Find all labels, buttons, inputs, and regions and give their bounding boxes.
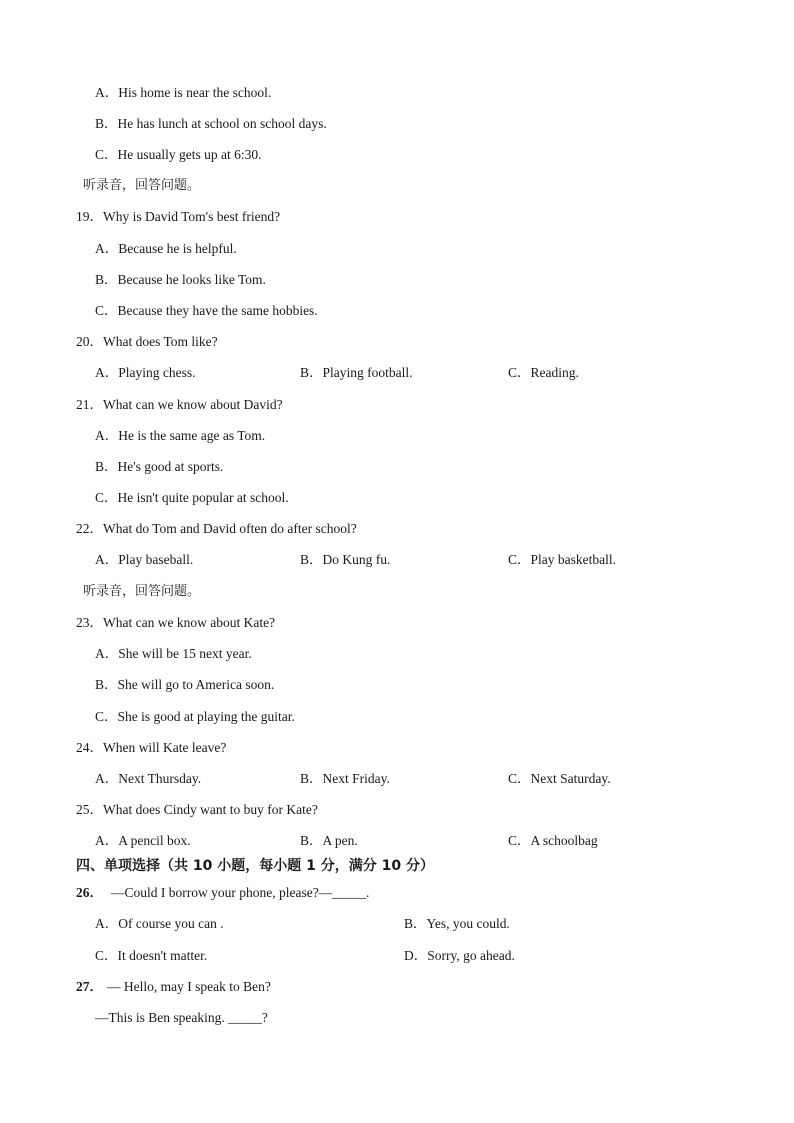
q21-option-b: B．He's good at sports. (95, 459, 224, 474)
q24-option-c: C．Next Saturday. (508, 771, 611, 786)
question-number: 27． (76, 979, 103, 994)
q20-option-b: B．Playing football. (300, 365, 413, 380)
q23-option-c: C．She is good at playing the guitar. (95, 709, 295, 724)
q26-option-c: C．It doesn't matter. (95, 948, 208, 963)
question-number: 26． (76, 885, 103, 900)
option-b: B．He has lunch at school on school days. (95, 116, 327, 131)
q24-option-b: B．Next Friday. (300, 771, 390, 786)
question-22: 22．What do Tom and David often do after school? (76, 521, 357, 536)
question-27-line2: —This is Ben speaking. _____? (95, 1010, 268, 1025)
q21-option-c: C．He isn't quite popular at school. (95, 490, 289, 505)
q19-option-c: C．Because they have the same hobbies. (95, 303, 318, 318)
q22-option-c: C．Play basketball. (508, 552, 616, 567)
question-20: 20．What does Tom like? (76, 334, 218, 349)
question-24: 24．When will Kate leave? (76, 740, 227, 755)
question-text: — Hello, may I speak to Ben? (107, 979, 271, 994)
q22-option-a: A．Play baseball. (95, 552, 194, 567)
q25-option-a: A．A pencil box. (95, 833, 191, 848)
q26-option-d: D．Sorry, go ahead. (404, 948, 515, 963)
q26-option-a: A．Of course you can . (95, 916, 224, 931)
section-heading: 四、单项选择（共 10 小题，每小题 1 分，满分 10 分） (76, 858, 434, 874)
listening-instruction: 听录音，回答问题。 (83, 178, 201, 193)
q19-option-b: B．Because he looks like Tom. (95, 272, 266, 287)
q19-option-a: A．Because he is helpful. (95, 241, 237, 256)
question-23: 23．What can we know about Kate? (76, 615, 276, 630)
q26-option-b: B．Yes, you could. (404, 916, 510, 931)
question-21: 21．What can we know about David? (76, 397, 283, 412)
q25-option-b: B．A pen. (300, 833, 358, 848)
q22-option-b: B．Do Kung fu. (300, 552, 391, 567)
q25-option-c: C．A schoolbag (508, 833, 598, 848)
question-26 (76, 884, 369, 902)
q23-option-b: B．She will go to America soon. (95, 677, 275, 692)
question-19: 19．Why is David Tom's best friend? (76, 209, 281, 224)
question-27 (76, 978, 271, 996)
q23-option-a: A．She will be 15 next year. (95, 646, 252, 661)
question-25: 25．What does Cindy want to buy for Kate? (76, 802, 318, 817)
q21-option-a: A．He is the same age as Tom. (95, 428, 266, 443)
question-text: —Could I borrow your phone, please?—_____. (111, 885, 370, 900)
q20-option-c: C．Reading. (508, 365, 579, 380)
listening-instruction: 听录音，回答问题。 (83, 584, 201, 599)
option-c: C．He usually gets up at 6:30. (95, 147, 262, 162)
q24-option-a: A．Next Thursday. (95, 771, 202, 786)
option-a: A．His home is near the school. (95, 85, 272, 100)
q20-option-a: A．Playing chess. (95, 365, 196, 380)
